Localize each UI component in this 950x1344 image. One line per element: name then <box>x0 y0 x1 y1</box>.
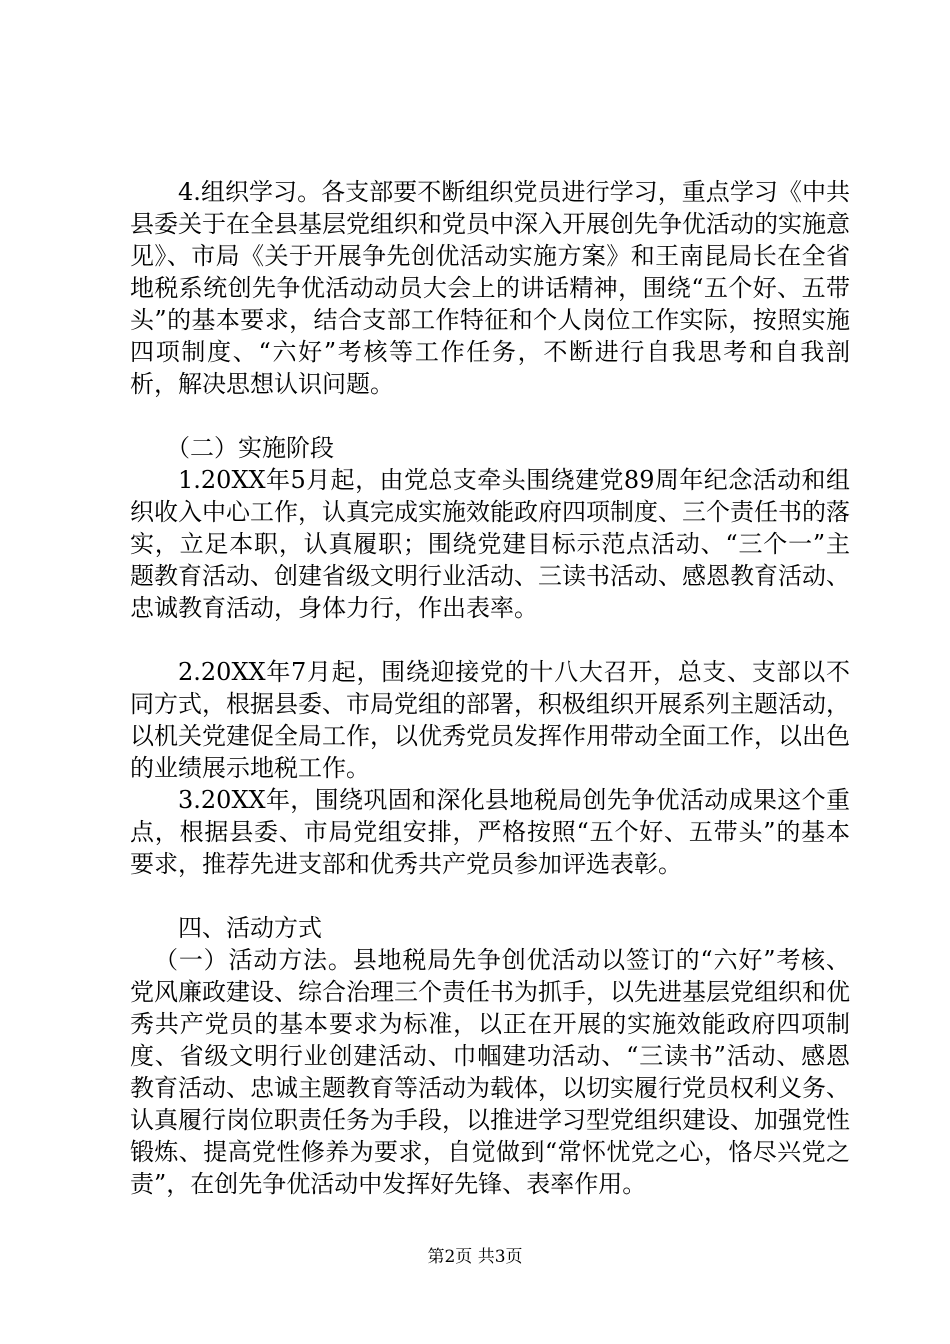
paragraph-activity-method: （一）活动方法。县地税局先争创优活动以签订的“六好”考核、党风廉政建设、综合治理三个责任书为抓手，以先进基层党组织和优秀共产党员的基本要求为标准，以正在开展的实施效能政府四项制度、省级文明行业创建活动、巾帼建功活动、“三读书”活动、感恩教育活动、忠诚主题教育等活动为载体，以切实履行党员权利义务、认真履行岗位职责任务为手段，以推进学习型党组织建设、加强党性锻炼、提高党性修养为要求，自觉做到“常怀忧党之心，恪尽兴党之责”，在创先争优活动中发挥好先锋、表率作用。 <box>130 946 850 1198</box>
heading-activity-methods: 四、活动方式 <box>178 914 322 942</box>
paragraph-stage-3: 3.20XX年，围绕巩固和深化县地税局创先争优活动成果这个重点，根据县委、市局党组安排，严格按照“五个好、五带头”的基本要求，推荐先进支部和优秀共产党员参加评选表彰。 <box>130 786 850 878</box>
document-body <box>130 176 850 1200</box>
heading-implementation-stage: （二）实施阶段 <box>166 434 334 462</box>
paragraph-spacer <box>130 624 850 656</box>
paragraph-stage-2: 2.20XX年7月起，围绕迎接党的十八大召开，总支、支部以不同方式，根据县委、市局党组的部署，积极组织开展系列主题活动，以机关党建促全局工作，以优秀党员发挥作用带动全面工作，以出色的业绩展示地税工作。 <box>130 658 850 782</box>
page-number-footer: 第2页 共3页 <box>427 1247 523 1267</box>
paragraph-stage-1: 1.20XX年5月起，由党总支牵头围绕建党89周年纪念活动和组织收入中心工作，认真完成实施效能政府四项制度、三个责任书的落实，立足本职，认真履职；围绕党建目标示范点活动、“三个一”主题教育活动、创建省级文明行业活动、三读书活动、感恩教育活动、忠诚教育活动，身体力行，作出表率。 <box>130 466 850 622</box>
paragraph-spacer <box>130 880 850 912</box>
paragraph-spacer <box>130 400 850 432</box>
paragraph-organize-study: 4.组织学习。各支部要不断组织党员进行学习，重点学习《中共县委关于在全县基层党组织和党员中深入开展创先争优活动的实施意见》、市局《关于开展争先创优活动实施方案》和王南昆局长在全省地税系统创先争优活动动员大会上的讲话精神，围绕“五个好、五带头”的基本要求，结合支部工作特征和个人岗位工作实际，按照实施四项制度、“六好”考核等工作任务，不断进行自我思考和自我剖析，解决思想认识问题。 <box>130 178 850 398</box>
